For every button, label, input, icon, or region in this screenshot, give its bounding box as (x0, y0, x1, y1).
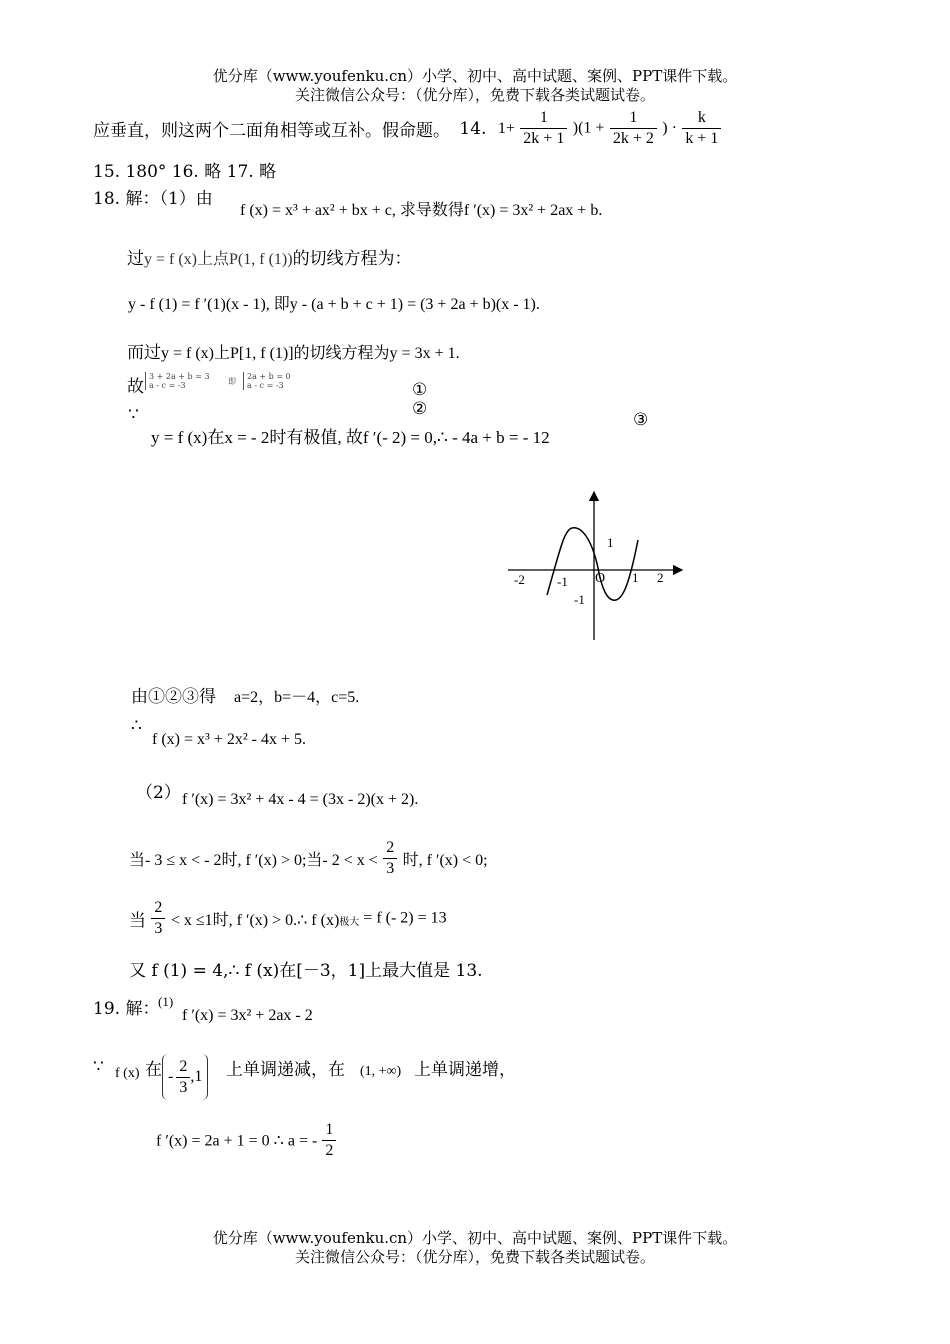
q19-eq3-den: 2 (325, 1142, 334, 1159)
q18-label: 18. 解：（1）由 (93, 189, 213, 209)
q14-f3-den: k + 1 (685, 130, 719, 147)
q14-f2-den: 2k + 2 (612, 130, 654, 147)
q19-inc: 上单调递增， (414, 1060, 516, 1080)
q19-zai1: 在 (145, 1060, 162, 1080)
q18-when2-b: < x ≤1时, f ′(x) > 0.∴ f (x) (170, 912, 340, 929)
q18-line2-post: 的切线方程为： (292, 249, 412, 269)
q18-line2-pre: 过 (127, 249, 144, 269)
answer-text-13: 应垂直，则这两个二面角相等或互补。假命题。 (93, 121, 450, 141)
q18-when2-sub: 极大 (339, 917, 360, 928)
q18-when2-den: 3 (154, 920, 163, 937)
q18-line2-mid: y = f (x)上点P(1, f (1)) (144, 251, 293, 268)
footer-line-2: 关注微信公众号：（优分库），免费下载各类试题试卷。 (294, 1248, 655, 1266)
q18-when1-frac (383, 838, 397, 879)
q18-therefore: ∴ (131, 716, 142, 736)
q19-because: ∵ (93, 1057, 104, 1077)
q18-line4-pre: 而过 (127, 343, 161, 363)
q19-int-den: 3 (179, 1078, 188, 1096)
q18-when2-frac (151, 898, 165, 939)
q19-int-end: ,1 (190, 1068, 203, 1085)
q18-when1 (129, 838, 488, 879)
q18-mark-1: ① (412, 380, 428, 400)
q18-mark-2: ② (412, 399, 428, 419)
q19-int-minus: - (168, 1068, 174, 1085)
q14-label: 14. (459, 118, 487, 139)
q19-int-num: 2 (176, 1057, 190, 1078)
q18-when2-num: 2 (151, 898, 165, 919)
q19-eq3-frac (322, 1120, 336, 1161)
tick-label-neg1: -1 (557, 574, 568, 589)
q18-gu: 故 (127, 377, 144, 397)
q14-fraction-2 (610, 108, 657, 149)
q18-when1-den: 3 (386, 860, 395, 877)
q18-mark-3: ③ (633, 410, 649, 430)
q18-sys2-a: 2a + b = 0 (247, 372, 291, 381)
q18-eq1: f (x) = x³ + ax² + bx + c, 求导数得f ′(x) = 3x² + 2ax + b. (240, 202, 603, 219)
q14-mid: )(1 + (572, 119, 605, 137)
q18-part2-label: （2） (136, 783, 181, 803)
q19-fx: f (x) (115, 1066, 140, 1081)
q19-part1: (1) (158, 994, 174, 1009)
q18-line4 (127, 338, 460, 363)
q19-eq1: f ′(x) = 3x² + 2ax - 2 (182, 1007, 313, 1024)
q14-f1-num: 1 (520, 108, 567, 129)
origin-label: O (595, 571, 606, 586)
q18-when1-num: 2 (383, 838, 397, 859)
answer-line-14 (93, 108, 721, 149)
q18-part2-eq: f ′(x) = 3x² + 4x - 4 = (3x - 2)(x + 2). (182, 791, 419, 808)
answer-line-15-17: 15. 180° 16. 略 17. 略 (93, 162, 277, 182)
q19-int-frac (176, 1057, 190, 1098)
q14-fraction-3 (682, 108, 721, 149)
tick-label-1: 1 (632, 570, 639, 585)
footer-line-1: 优分库（www.youfenku.cn）小学、初中、高中试题、案例、PPT课件下载。 (212, 1229, 738, 1247)
q18-sys1-b: a - c = -3 (149, 381, 186, 390)
q18-because: ∵ (128, 405, 139, 425)
tick-label-2: 2 (657, 570, 664, 585)
q19-eq3-num: 1 (322, 1120, 336, 1141)
curve (547, 528, 638, 600)
cubic-graph (502, 488, 688, 644)
q18-when2-pre: 当 (129, 911, 146, 931)
q18-result (131, 682, 359, 707)
q19-interval-2: (1, +∞) (360, 1064, 402, 1079)
q19-eq3-a: f ′(x) = 2a + 1 = 0 ∴ a = - (156, 1132, 318, 1150)
q18-when1-a: 当- 3 ≤ x < - 2时, f ′(x) > 0;当- 2 < x < (129, 852, 378, 869)
q18-sys1-a: 3 + 2a + b = 3 (149, 372, 210, 381)
header-line-2: 关注微信公众号：（优分库），免费下载各类试题试卷。 (294, 86, 655, 104)
q14-close: ) · (662, 119, 677, 137)
tick-label-neg2: -2 (514, 572, 525, 587)
q18-when2 (129, 898, 447, 939)
q14-pre: 1+ (497, 119, 515, 137)
q18-system-2 (243, 372, 291, 390)
q19-label: 19. 解： (93, 999, 160, 1019)
q18-line2 (127, 244, 412, 269)
q14-f2-num: 1 (610, 108, 657, 129)
tick-label-y1: 1 (607, 535, 614, 550)
tick-label-yneg1: -1 (574, 592, 585, 607)
q19-eq3 (156, 1120, 336, 1161)
q18-when2-c: = f (- 2) = 13 (359, 909, 447, 927)
q18-system-1 (145, 372, 210, 390)
header-line-1: 优分库（www.youfenku.cn）小学、初中、高中试题、案例、PPT课件下载。 (212, 67, 738, 85)
q18-final: 又 f (1) = 4,∴ f (x)在[－3，1]上最大值是 13. (129, 961, 483, 981)
q18-sys2-b: a - c = -3 (247, 381, 284, 390)
q18-fx: f (x) = x³ + 2x² - 4x + 5. (152, 731, 306, 748)
q18-ji: 即 (228, 377, 236, 386)
q18-result-vals: a=2，b=－4，c=5. (234, 689, 360, 706)
q18-line6: y = f (x)在x = - 2时有极值, 故f ′(- 2) = 0,∴ - 4a + b = - 12 (151, 428, 550, 447)
q14-f3-num: k (682, 108, 721, 129)
q14-fraction-1 (520, 108, 567, 149)
q18-line3: y - f (1) = f ′(1)(x - 1), 即y - (a + b + c + 1) = (3 + 2a + b)(x - 1). (128, 296, 540, 313)
q19-dec: 上单调递减，在 (226, 1060, 345, 1080)
q18-result-pre: 由①②③得 (131, 687, 216, 707)
q14-f1-den: 2k + 1 (523, 130, 565, 147)
q19-interval-1 (162, 1054, 208, 1100)
q18-line4-eq: y = f (x)上P[1, f (1)]的切线方程为y = 3x + 1. (161, 345, 460, 362)
q18-when1-b: 时, f ′(x) < 0; (402, 852, 488, 869)
